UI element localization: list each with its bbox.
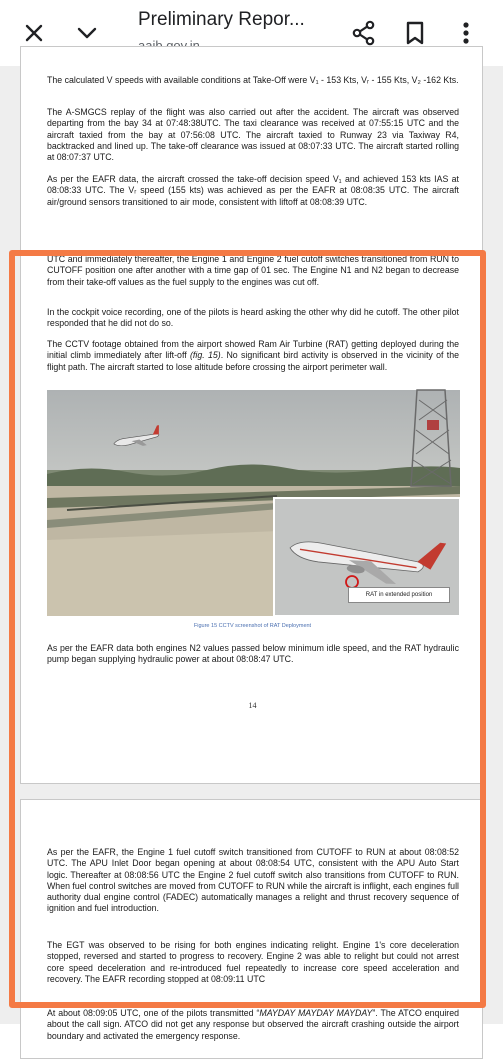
rat-inset-image [274,498,460,616]
cctv-screenshot-image [47,390,460,616]
paragraph-v-speeds: The calculated V speeds with available conditions at Take-Off were V₁ - 153 Kts, Vᵣ - 155 Kts, V₂ -162 Kts. [47,75,459,85]
figure-caption: Figure 15 CCTV screenshot of RAT Deployment [193,623,312,629]
rat-label: RAT in extended position [348,587,450,603]
paragraph-egt: The EGT was observed to be rising for both engines indicating relight. Engine 1's core deceleration stopped, reversed and started to progress to recovery. Engine 2 was able to relight but could not arrest core speed deceleration and re-introduced fuel repeatedly to increase core speed acceleration and recovery. The EAFR recording stopped at 08:09:11 UTC [47,940,459,984]
pdf-page-15 [20,799,483,1059]
paragraph-n2-rat: As per the EAFR data both engines N2 values passed below minimum idle speed, and the RAT hydraulic pump began supplying hydraulic power at about 08:08:47 UTC. [47,643,459,665]
paragraph-asmgcs: The A-SMGCS replay of the flight was also carried out after the accident. The aircraft was observed departing from the bay 34 at 07:48:38UTC. The taxi clearance was received at 07:55:15 UTC and the aircraft taxied from the bay at 07:56:08 UTC. The aircraft taxied to Runway 23 via Taxiway R4, backtracked and lined up. The take-off clearance was issued at 08:07:33 UTC. The aircraft started rolling at 08:07:37 UTC. [47,107,459,163]
paragraph-relight: As per the EAFR, the Engine 1 fuel cutoff switch transitioned from CUTOFF to RUN at about 08:08:52 UTC. The APU Inlet Door began opening at about 08:08:54 UTC, consistent with the APU Auto Start logic. Thereafter at 08:08:56 UTC the Engine 2 fuel cutoff switch also transitions from CUTOFF to RUN. When fuel control switches are moved from CUTOFF to RUN while the aircraft is inflight, each engines full authority dual engine control (FADEC) automatically manages a relight and thrust recovery sequence of ignition and fuel introduction. [47,847,459,914]
paragraph-eafr-takeoff: As per the EAFR data, the aircraft crossed the take-off decision speed V₁ and achieved 153 kts IAS at 08:08:33 UTC. The Vᵣ speed (155 kts) was achieved as per the EAFR at 08:08:35 UTC. The aircraft air/ground sensors transitioned to air mode, consistent with liftoff at 08:08:39 UTC. [47,174,459,207]
paragraph-cctv: The CCTV footage obtained from the airport showed Ram Air Turbine (RAT) getting deployed during the initial climb immediately after lift-off (fig. 15). No significant bird activity is observed in the vicinity of the flight path. The aircraft started to lose altitude before crossing the airport perimeter wall. [47,339,459,372]
paragraph-mayday: At about 08:09:05 UTC, one of the pilots transmitted “MAYDAY MAYDAY MAYDAY”. The ATCO enquired about the call sign. ATCO did not get any response but observed the aircraft crashing outside the airport boundary and activated the emergency response. [47,1008,460,1041]
paragraph-fuel-cutoff: UTC and immediately thereafter, the Engine 1 and Engine 2 fuel cutoff switches transitioned from RUN to CUTOFF position one after another with a time gap of 01 sec. The Engine N1 and N2 began to decrease from their take-off values as the fuel supply to the engines was cut off. [47,254,459,287]
paragraph-cockpit-voice: In the cockpit voice recording, one of the pilots is heard asking the other why did he cutoff. The other pilot responded that he did not do so. [47,307,459,329]
pdf-page-14 [20,46,483,784]
page-number: 14 [248,701,257,710]
page-title: Preliminary Repor... [138,9,305,30]
pdf-viewer[interactable] [0,66,503,1041]
